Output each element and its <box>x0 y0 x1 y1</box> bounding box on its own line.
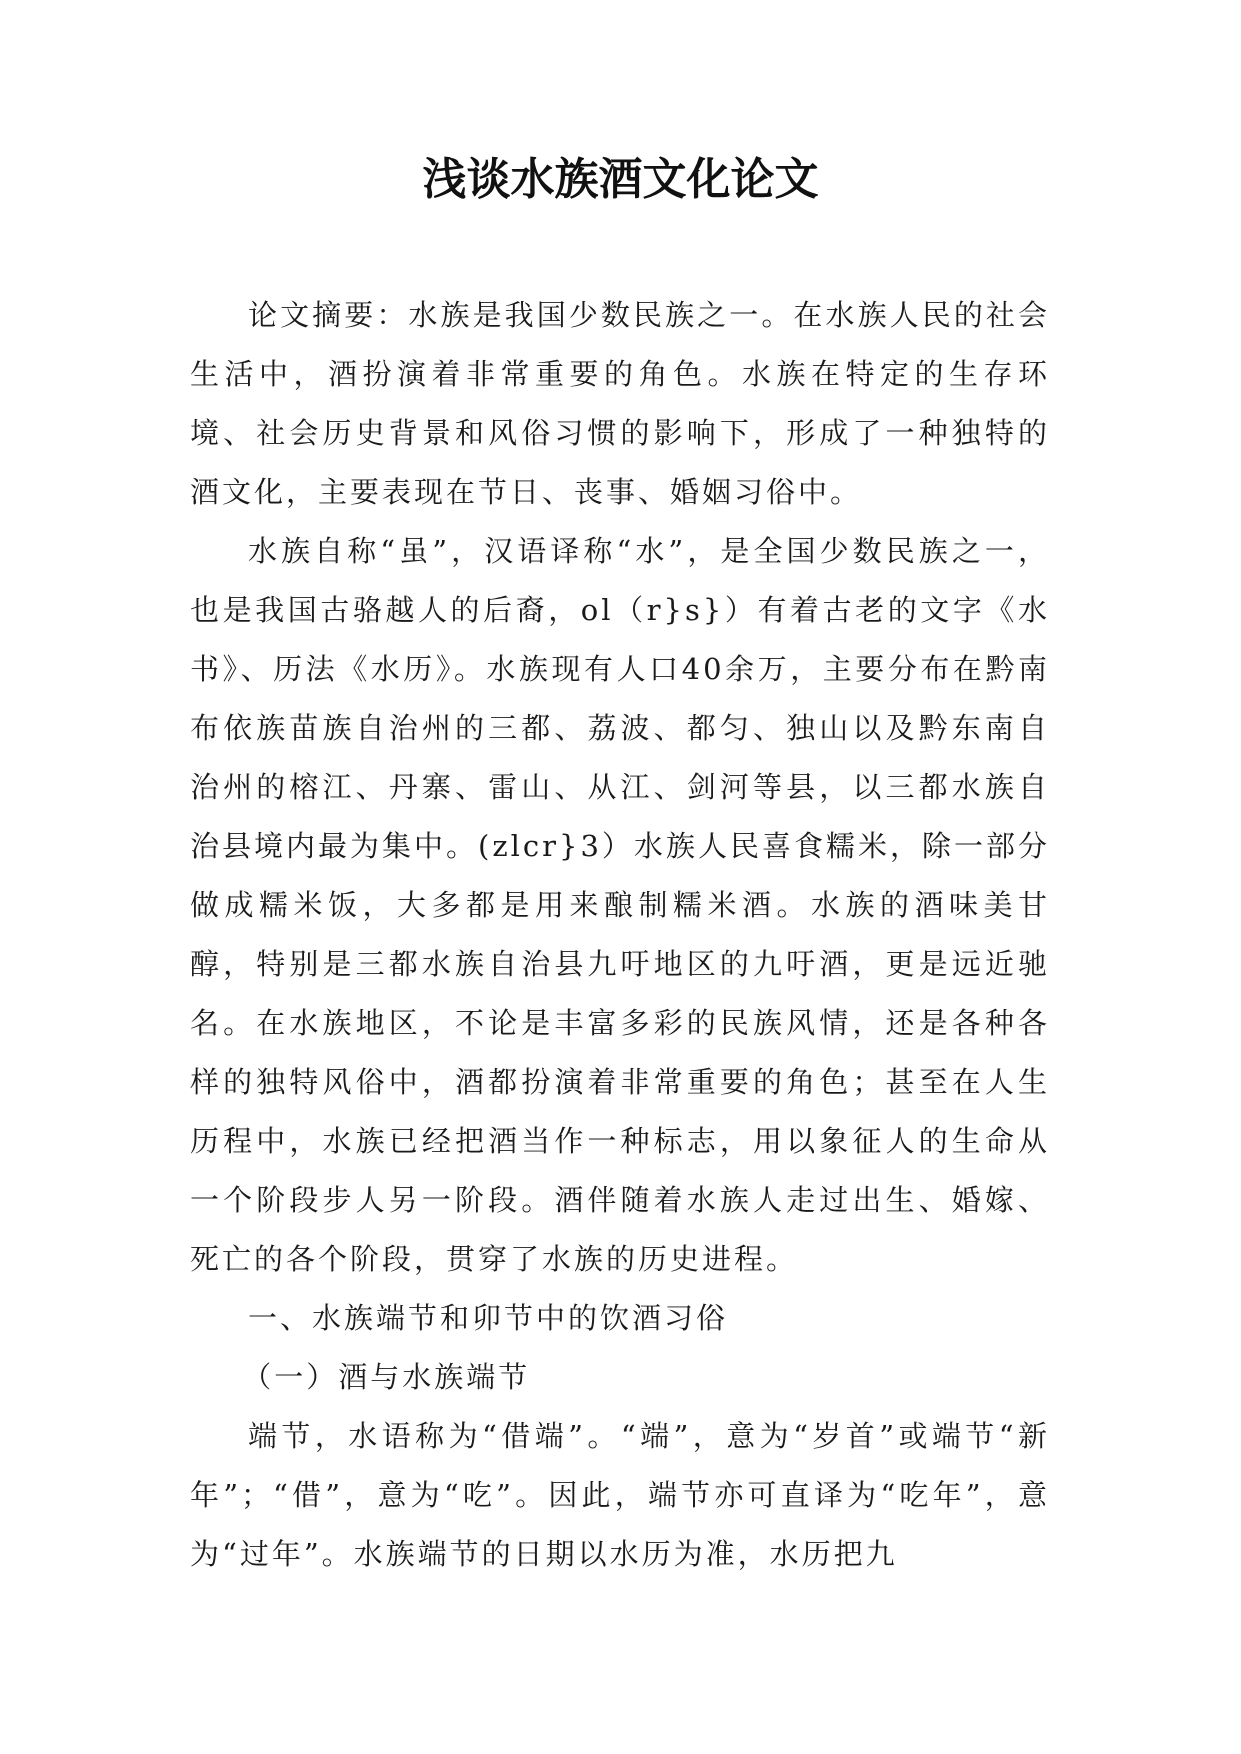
intro-paragraph: 水族自称“虽”，汉语译称“水”，是全国少数民族之一，也是我国古骆越人的后裔，ol（r}s}）有着古老的文字《水书》、历法《水历》。水族现有人口40余万，主要分布在黔南布依族苗族自治州的三都、荔波、都匀、独山以及黔东南自治州的榕江、丹寨、雷山、从江、剑河等县，以三都水族自治县境内最为集中。(zlcr}3）水族人民喜食糯米，除一部分做成糯米饭，大多都是用来酿制糯米酒。水族的酒味美甘醇，特别是三都水族自治县九吁地区的九吁酒，更是远近驰名。在水族地区，不论是丰富多彩的民族风情，还是各种各样的独特风俗中，酒都扮演着非常重要的角色；甚至在人生历程中，水族已经把酒当作一种标志，用以象征人的生命从一个阶段步人另一阶段。酒伴随着水族人走过出生、婚嫁、死亡的各个阶段，贯穿了水族的历史进程。 <box>190 534 1050 1276</box>
document-body <box>190 286 1050 1584</box>
section-heading: 一、水族端节和卯节中的饮酒习俗 <box>248 1301 729 1335</box>
document-title: 浅谈水族酒文化论文 <box>422 154 819 205</box>
abstract-paragraph: 论文摘要：水族是我国少数民族之一。在水族人民的社会生活中，酒扮演着非常重要的角色。水族在特定的生存环境、社会历史背景和风俗习惯的影响下，形成了一种独特的酒文化，主要表现在节日、丧事、婚姻习俗中。 <box>190 298 1050 509</box>
subsection-heading: （一）酒与水族端节 <box>242 1360 531 1394</box>
body-paragraph: 端节，水语称为“借端”。“端”，意为“岁首”或端节“新年”；“借”，意为“吃”。因此，端节亦可直译为“吃年”，意为“过年”。水族端节的日期以水历为准，水历把九 <box>190 1419 1050 1571</box>
